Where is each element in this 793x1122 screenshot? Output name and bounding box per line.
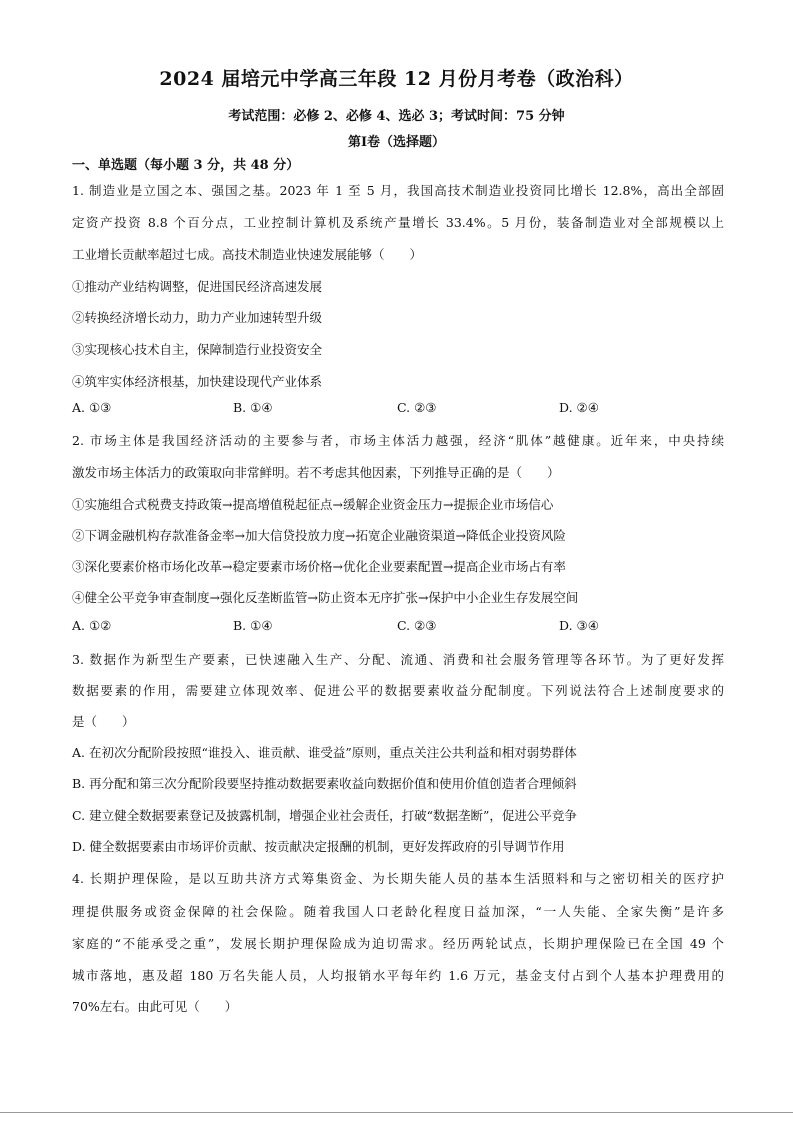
q3-stem-line: 数据要素的作用，需要建立体现效率、促进公平的数据要素收益分配制度。下列说法符合上述制度要求的 bbox=[72, 683, 724, 698]
q2-item: ③深化要素价格市场化改革→稳定要素市场价格→优化企业要素配置→提高企业市场占有率 bbox=[72, 559, 566, 574]
q3-choice-a: A. 在初次分配阶段按照“谁投入、谁贡献、谁受益”原则，重点关注公共利益和相对弱势群体 bbox=[72, 745, 577, 760]
q3-choice-d: D. 健全数据要素由市场评价贡献、按贡献决定报酬的机制，更好发挥政府的引导调节作用 bbox=[72, 839, 565, 854]
q4-stem-line: 70%左右。由此可见（ ） bbox=[72, 999, 238, 1014]
q3-stem-line: 是（ ） bbox=[72, 714, 135, 729]
volume-heading: 第Ⅰ卷（选择题） bbox=[347, 135, 446, 150]
q2-stem-line: 2. 市场主体是我国经济活动的主要参与者，市场主体活力越强，经济“肌体”越健康。近年来，中央持续 bbox=[72, 433, 724, 448]
q4-stem-line: 4. 长期护理保险，是以互助共济方式筹集资金、为长期失能人员的基本生活照料和与之密切相关的医疗护 bbox=[72, 871, 724, 886]
q1-option-d: D. ②④ bbox=[559, 400, 599, 415]
q1-option-a: A. ①③ bbox=[72, 400, 112, 415]
q1-option-b: B. ①④ bbox=[233, 400, 273, 415]
exam-scope: 考试范围：必修 2、必修 4、选必 3；考试时间：75 分钟 bbox=[228, 109, 565, 124]
q4-stem-line: 城市落地，惠及超 180 万名失能人员，人均报销水平每年约 1.6 万元，基金支付占到个人基本护理费用的 bbox=[72, 968, 724, 983]
q2-option-d: D. ③④ bbox=[559, 618, 599, 633]
q1-options bbox=[72, 400, 724, 418]
q1-option-c: C. ②③ bbox=[397, 400, 437, 415]
q2-stem-line: 激发市场主体活力的政策取向非常鲜明。若不考虑其他因素，下列推导正确的是（ ） bbox=[72, 465, 560, 480]
q4-stem-line: 理提供服务或资金保障的社会保险。随着我国人口老龄化程度日益加深，“一人失能、全家失衡”是许多 bbox=[72, 904, 724, 919]
q2-option-c: C. ②③ bbox=[397, 618, 437, 633]
q1-stem-line: 1. 制造业是立国之本、强国之基。2023 年 1 至 5 月，我国高技术制造业投资同比增长 12.8%，高出全部固 bbox=[72, 183, 724, 198]
section-heading: 一、单选题（每小题 3 分，共 48 分） bbox=[72, 158, 300, 173]
q2-item: ①实施组合式税费支持政策→提高增值税起征点→缓解企业资金压力→提振企业市场信心 bbox=[72, 497, 554, 512]
q1-item: ②转换经济增长动力，助力产业加速转型升级 bbox=[72, 310, 323, 325]
q4-stem-line: 家庭的“不能承受之重”，发展长期护理保险成为迫切需求。经历两轮试点，长期护理保险已在全国 49 个 bbox=[72, 936, 724, 951]
q2-option-b: B. ①④ bbox=[233, 618, 273, 633]
q2-options bbox=[72, 618, 724, 636]
q3-choice-c: C. 建立健全数据要素登记及披露机制，增强企业社会责任，打破“数据垄断”，促进公平竞争 bbox=[72, 808, 577, 823]
q2-item: ④健全公平竞争审查制度→强化反垄断监管→防止资本无序扩张→保护中小企业生存发展空间 bbox=[72, 590, 579, 605]
q3-choice-b: B. 再分配和第三次分配阶段要坚持推动数据要素收益向数据价值和使用价值创造者合理倾斜 bbox=[72, 776, 577, 791]
exam-title: 2024 届培元中学高三年段 12 月份月考卷（政治科） bbox=[159, 68, 634, 90]
q2-option-a: A. ①② bbox=[72, 618, 112, 633]
q1-item: ③实现核心技术自主，保障制造行业投资安全 bbox=[72, 342, 323, 357]
q2-item: ②下调金融机构存款准备金率→加大信贷投放力度→拓宽企业融资渠道→降低企业投资风险 bbox=[72, 528, 566, 543]
q1-stem-line: 定资产投资 8.8 个百分点，工业控制计算机及系统产量增长 33.4%。5 月份，装备制造业对全部规模以上 bbox=[72, 215, 724, 230]
q3-stem-line: 3. 数据作为新型生产要素，已快速融入生产、分配、流通、消费和社会服务管理等各环节。为了更好发挥 bbox=[72, 652, 724, 667]
q1-item: ④筑牢实体经济根基，加快建设现代产业体系 bbox=[72, 374, 323, 389]
q1-stem-line: 工业增长贡献率超过七成。高技术制造业快速发展能够（ ） bbox=[72, 247, 423, 262]
q1-item: ①推动产业结构调整，促进国民经济高速发展 bbox=[72, 279, 323, 294]
page-bottom-divider bbox=[0, 1112, 793, 1113]
